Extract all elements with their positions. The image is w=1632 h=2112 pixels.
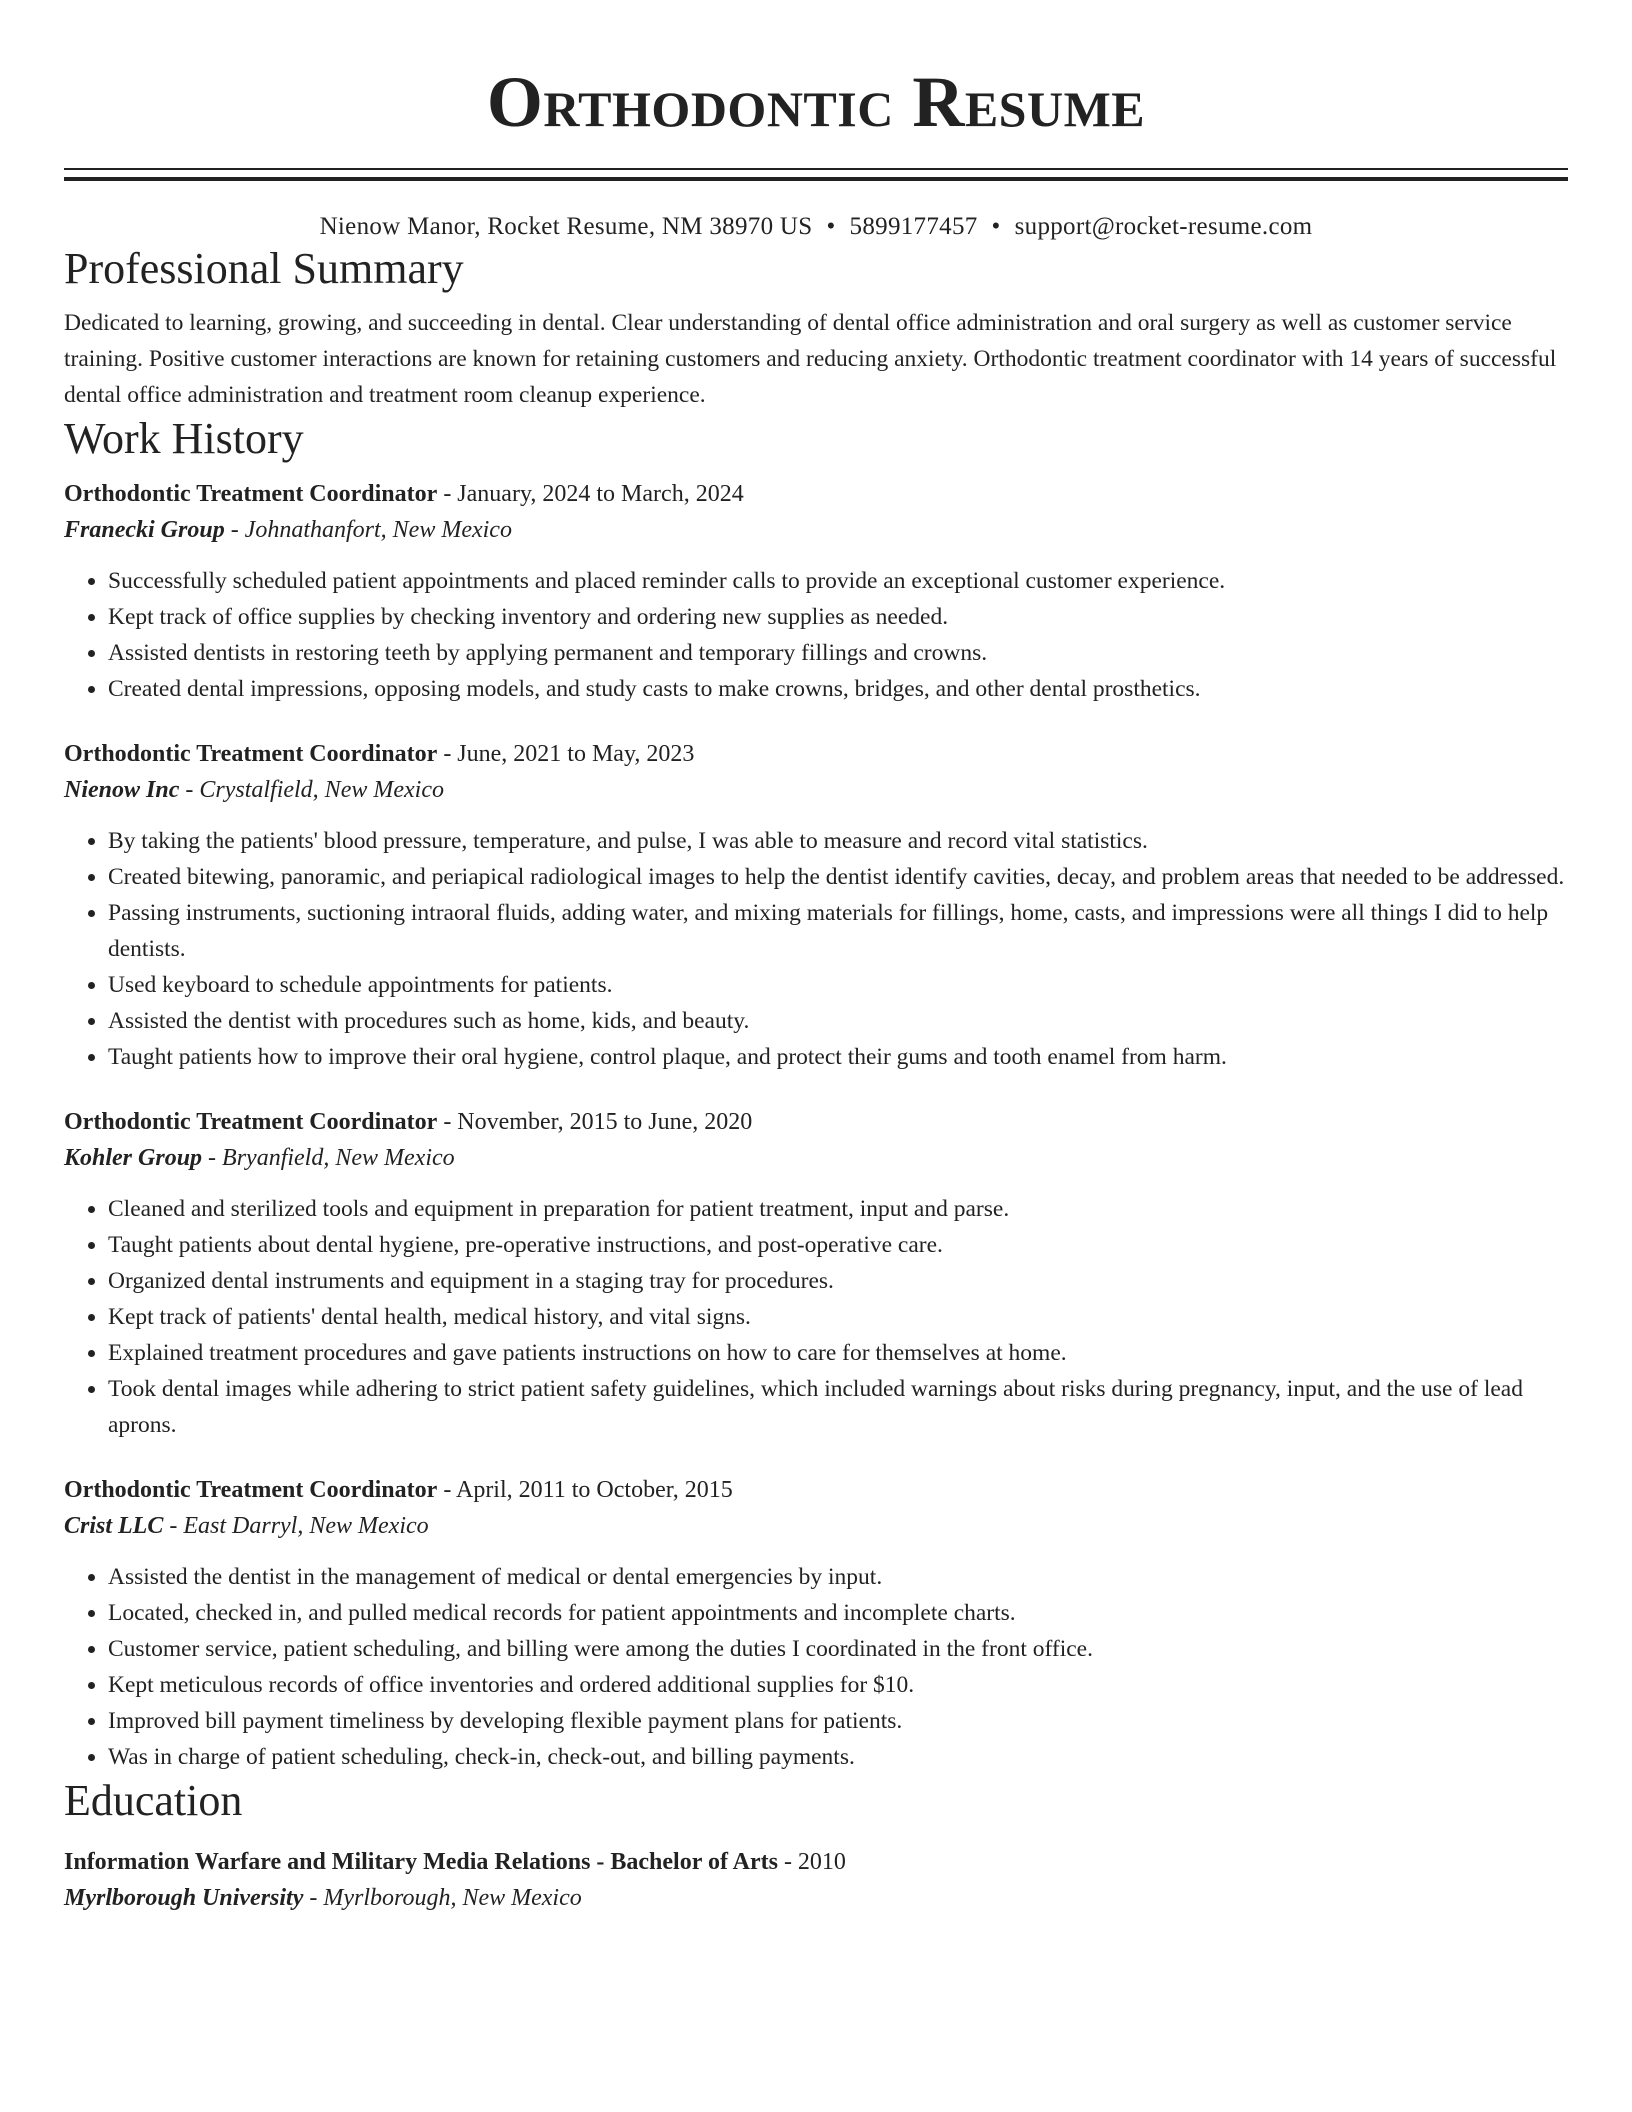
bullet-separator: • — [991, 213, 1001, 240]
job-company-line — [64, 1139, 1568, 1177]
duty-item: • Kept meticulous records of office inventories and ordered additional supplies for $10. — [108, 1667, 1568, 1703]
contact-phone: 5899177457 — [849, 213, 978, 240]
duty-item: • Used keyboard to schedule appointments for patients. — [108, 967, 1568, 1003]
duty-item: • Taught patients about dental hygiene, pre-operative instructions, and post-operative care. — [108, 1227, 1568, 1263]
contact-email: support@rocket-resume.com — [1014, 213, 1313, 240]
duty-item: • Kept track of patients' dental health, medical history, and vital signs. — [108, 1299, 1568, 1335]
duty-item: • Created dental impressions, opposing models, and study casts to make crowns, bridges, and other dental prosthetics. — [108, 671, 1568, 707]
job-entry — [64, 477, 1568, 707]
job-duties-list — [64, 823, 1568, 1075]
job-company-line — [64, 1507, 1568, 1545]
duty-item: • By taking the patients' blood pressure, temperature, and pulse, I was able to measure and record vital statistics. — [108, 823, 1568, 859]
job-dates: - April, 2011 to October, 2015 — [437, 1477, 733, 1503]
job-company-line — [64, 771, 1568, 809]
education-year: - 2010 — [777, 1849, 846, 1875]
job-company: Nienow Inc — [64, 777, 180, 803]
education-school: Myrlborough University — [64, 1885, 304, 1911]
job-company: Crist LLC — [64, 1513, 164, 1539]
job-role: Orthodontic Treatment Coordinator — [64, 741, 438, 767]
duty-item: • Created bitewing, panoramic, and periapical radiological images to help the dentist identify cavities, decay, and problem areas that needed to be addressed. — [108, 859, 1568, 895]
education-entry-header — [64, 1845, 1568, 1879]
job-dates: - June, 2021 to May, 2023 — [437, 741, 695, 767]
job-location: - Johnathanfort, New Mexico — [224, 517, 512, 543]
bullet-separator: • — [826, 213, 836, 240]
education-heading: Education — [64, 1776, 243, 1825]
job-entry — [64, 1105, 1568, 1443]
job-role: Orthodontic Treatment Coordinator — [64, 481, 438, 507]
job-header — [64, 737, 1568, 771]
duty-item: • Passing instruments, suctioning intraoral fluids, adding water, and mixing materials for fillings, home, casts, and impressions were all things I did to help dentists. — [108, 895, 1568, 967]
duty-item: • Assisted the dentist with procedures such as home, kids, and beauty. — [108, 1003, 1568, 1039]
job-location: - Crystalfield, New Mexico — [179, 777, 444, 803]
contact-address: Nienow Manor, Rocket Resume, NM 38970 US — [319, 213, 813, 240]
education-location: - Myrlborough, New Mexico — [303, 1885, 582, 1911]
job-entry — [64, 1473, 1568, 1775]
duty-item: • Taught patients how to improve their oral hygiene, control plaque, and protect their gums and tooth enamel from harm. — [108, 1039, 1568, 1075]
job-duties-list — [64, 563, 1568, 707]
job-location: - East Darryl, New Mexico — [163, 1513, 429, 1539]
job-header — [64, 477, 1568, 511]
job-role: Orthodontic Treatment Coordinator — [64, 1477, 438, 1503]
resume-page — [64, 0, 1568, 1917]
work-history-list — [64, 477, 1568, 1775]
duty-item: • Kept track of office supplies by checking inventory and ordering new supplies as needed. — [108, 599, 1568, 635]
title-divider-thick — [64, 177, 1568, 181]
job-location: - Bryanfield, New Mexico — [202, 1145, 455, 1171]
job-dates: - January, 2024 to March, 2024 — [437, 481, 744, 507]
duty-item: • Organized dental instruments and equipment in a staging tray for procedures. — [108, 1263, 1568, 1299]
job-company: Kohler Group — [64, 1145, 203, 1171]
duty-item: • Was in charge of patient scheduling, check-in, check-out, and billing payments. — [108, 1739, 1568, 1775]
summary-text: Dedicated to learning, growing, and succeeding in dental. Clear understanding of dental office administration and oral surgery as well as customer service training. Positive customer interactions are known for retaining customers and reducing anxiety. Orthodontic treatment coordinator with 14 years of successful dental office administration and treatment room cleanup experience. — [64, 310, 1557, 408]
duty-item: • Improved bill payment timeliness by developing flexible payment plans for patients. — [108, 1703, 1568, 1739]
title-divider-thin — [64, 168, 1568, 170]
job-header — [64, 1473, 1568, 1507]
duty-item: • Successfully scheduled patient appointments and placed reminder calls to provide an exceptional customer experience. — [108, 563, 1568, 599]
contact-line — [64, 211, 1568, 243]
duty-item: • Located, checked in, and pulled medical records for patient appointments and incomplete charts. — [108, 1595, 1568, 1631]
summary-heading: Professional Summary — [64, 244, 464, 293]
duty-item: • Cleaned and sterilized tools and equipment in preparation for patient treatment, input and parse. — [108, 1191, 1568, 1227]
duty-item: • Customer service, patient scheduling, and billing were among the duties I coordinated in the front office. — [108, 1631, 1568, 1667]
duty-item: • Took dental images while adhering to strict patient safety guidelines, which included warnings about risks during pregnancy, input, and the use of lead aprons. — [108, 1371, 1568, 1443]
job-company-line — [64, 511, 1568, 549]
job-duties-list — [64, 1191, 1568, 1443]
education-school-line — [64, 1879, 1568, 1917]
duty-item: • Assisted the dentist in the management of medical or dental emergencies by input. — [108, 1559, 1568, 1595]
job-role: Orthodontic Treatment Coordinator — [64, 1109, 438, 1135]
job-company: Franecki Group — [64, 517, 225, 543]
job-header — [64, 1105, 1568, 1139]
resume-title: Orthodontic Resume — [486, 62, 1146, 142]
education-degree: Information Warfare and Military Media Relations - Bachelor of Arts — [64, 1849, 778, 1875]
duty-item: • Explained treatment procedures and gave patients instructions on how to care for themselves at home. — [108, 1335, 1568, 1371]
job-duties-list — [64, 1559, 1568, 1775]
duty-item: • Assisted dentists in restoring teeth by applying permanent and temporary fillings and crowns. — [108, 635, 1568, 671]
work-history-heading: Work History — [64, 414, 304, 463]
job-dates: - November, 2015 to June, 2020 — [437, 1109, 753, 1135]
job-entry — [64, 737, 1568, 1075]
